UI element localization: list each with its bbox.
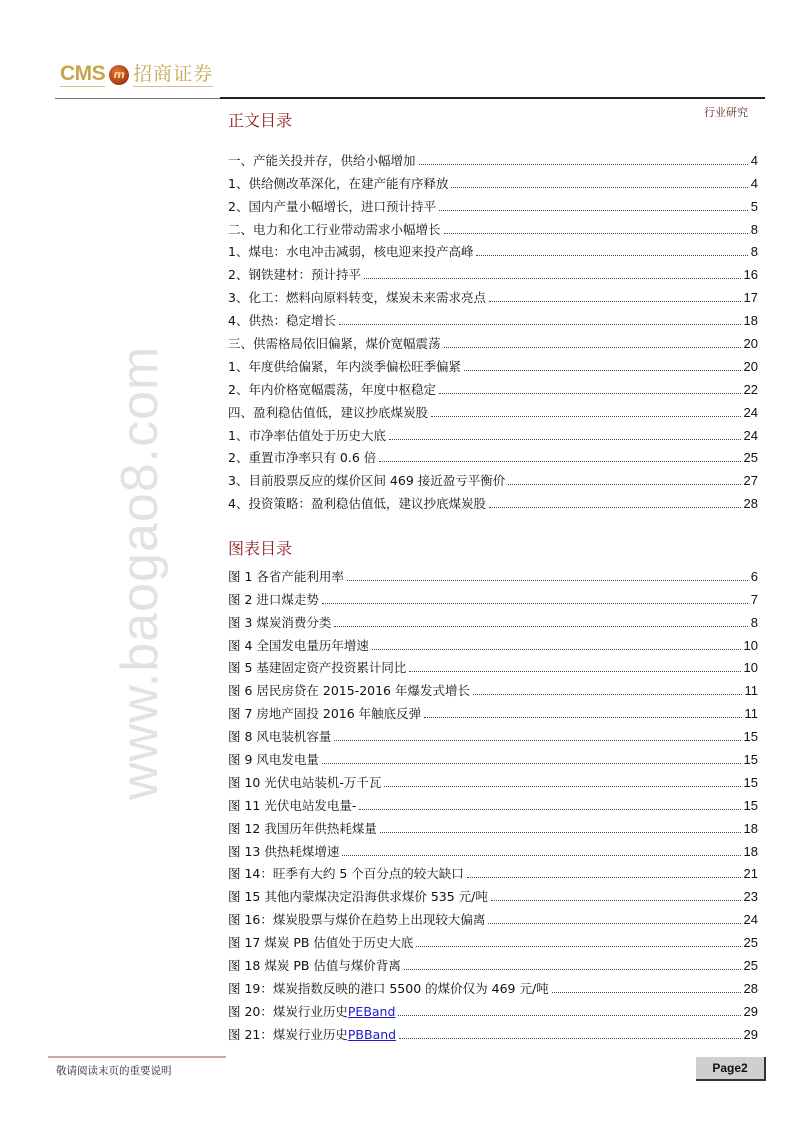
entry-label — [228, 496, 486, 511]
figures-title: 图表目录 — [228, 539, 293, 558]
entry-page-number: 24 — [743, 427, 758, 443]
toc-entry[interactable] — [228, 305, 758, 328]
dot-leader — [552, 992, 741, 993]
toc-entry[interactable] — [228, 351, 758, 374]
entry-page-number: 25 — [743, 450, 758, 466]
entry-text: 4、投资策略：盈利稳估值低，建议抄底煤炭股 — [228, 496, 486, 512]
entry-page-number: 4 — [750, 175, 758, 191]
logo-badge-icon: m — [109, 65, 129, 85]
entry-label — [228, 775, 381, 790]
entry-page-number: 28 — [743, 496, 758, 512]
entry-link[interactable]: PBBand — [347, 1026, 397, 1042]
toc-entry[interactable] — [228, 191, 758, 214]
dot-leader — [409, 671, 740, 672]
toc-entry[interactable] — [228, 420, 758, 443]
dot-leader — [380, 832, 741, 833]
table-of-contents — [228, 145, 758, 511]
entry-label — [228, 844, 339, 859]
entry-label — [228, 405, 428, 420]
entry-text: 图 3 煤炭消费分类 — [228, 614, 332, 630]
footer-disclaimer: 敬请阅读末页的重要说明 — [56, 1065, 172, 1077]
entry-page-number: 15 — [743, 774, 758, 790]
dot-leader — [473, 694, 742, 695]
entry-text: 2、国内产量小幅增长，进口预计持平 — [228, 198, 436, 214]
entry-label — [228, 428, 386, 443]
entry-text: 图 5 基建固定资产投资累计同比 — [228, 660, 407, 676]
entry-text: 图 11 光伏电站发电量- — [228, 797, 357, 813]
dot-leader — [444, 347, 741, 348]
entry-page-number: 20 — [743, 358, 758, 374]
dot-leader — [444, 233, 748, 234]
entry-page-number: 25 — [743, 958, 758, 974]
entry-page-number: 5 — [750, 198, 758, 214]
entry-label — [228, 660, 406, 675]
figure-entry[interactable] — [228, 950, 758, 973]
entry-text: 图 2 进口煤走势 — [228, 591, 319, 607]
entry-text: 图 21：煤炭行业历史 — [228, 1026, 348, 1042]
figure-entry[interactable] — [228, 859, 758, 882]
dot-leader — [491, 900, 741, 901]
toc-entry[interactable] — [228, 374, 758, 397]
cms-logo — [60, 62, 213, 87]
toc-entry[interactable] — [228, 488, 758, 511]
figure-entry[interactable] — [228, 698, 758, 721]
entry-label — [228, 638, 369, 653]
entry-text: 二、电力和化工行业带动需求小幅增长 — [228, 221, 441, 237]
entry-label — [228, 615, 331, 630]
dot-leader — [489, 507, 741, 508]
entry-page-number: 27 — [743, 473, 758, 489]
entry-page-number: 11 — [744, 706, 758, 722]
entry-label — [228, 1004, 395, 1019]
entry-label — [228, 359, 461, 374]
entry-label — [228, 912, 485, 927]
entry-link[interactable]: PEBand — [347, 1003, 396, 1019]
figure-entry[interactable] — [228, 767, 758, 790]
dot-leader — [342, 855, 740, 856]
entry-page-number: 29 — [743, 1003, 758, 1019]
dot-leader — [439, 393, 741, 394]
entry-text: 图 1 各省产能利用率 — [228, 568, 344, 584]
entry-label — [228, 244, 473, 259]
figure-entry[interactable] — [228, 813, 758, 836]
figure-entry[interactable] — [228, 630, 758, 653]
toc-entry[interactable] — [228, 443, 758, 466]
entry-text: 图 16：煤炭股票与煤价在趋势上出现较大偏离 — [228, 912, 486, 928]
toc-entry[interactable] — [228, 214, 758, 237]
dot-leader — [439, 210, 748, 211]
entry-label — [228, 706, 421, 721]
figure-entry[interactable] — [228, 721, 758, 744]
entry-page-number: 18 — [743, 843, 758, 859]
entry-text: 图 4 全国发电量历年增速 — [228, 637, 369, 653]
entry-text: 图 12 我国历年供热耗煤量 — [228, 820, 377, 836]
figure-entry[interactable] — [228, 744, 758, 767]
toc-entry[interactable] — [228, 282, 758, 305]
entry-label — [228, 1027, 396, 1042]
entry-page-number: 17 — [743, 290, 758, 306]
entry-text: 2、重置市净率只有 0.6 倍 — [228, 450, 377, 466]
dot-leader — [399, 1038, 740, 1039]
dot-leader — [389, 439, 741, 440]
entry-label — [228, 981, 549, 996]
entry-text: 图 10 光伏电站装机-万千瓦 — [228, 774, 382, 790]
logo-chinese: 招商证券 — [133, 63, 214, 85]
toc-entry[interactable] — [228, 237, 758, 260]
dot-leader — [364, 278, 741, 279]
figure-entry[interactable] — [228, 904, 758, 927]
page-number: Page2 — [696, 1057, 766, 1081]
toc-entry[interactable] — [228, 145, 758, 168]
figure-entry[interactable] — [228, 653, 758, 676]
entry-page-number: 15 — [743, 729, 758, 745]
dot-leader — [339, 324, 741, 325]
entry-label — [228, 821, 377, 836]
footer-divider — [48, 1056, 226, 1058]
entry-page-number: 4 — [750, 152, 758, 168]
entry-label — [228, 153, 416, 168]
entry-text: 图 8 风电装机容量 — [228, 729, 332, 745]
entry-page-number: 25 — [743, 935, 758, 951]
entry-page-number: 15 — [743, 752, 758, 768]
entry-label — [228, 450, 376, 465]
toc-entry[interactable] — [228, 168, 758, 191]
toc-entry[interactable] — [228, 259, 758, 282]
entry-page-number: 6 — [750, 568, 758, 584]
entry-text: 3、化工：燃料向原料转变，煤炭未来需求亮点 — [228, 290, 486, 306]
entry-text: 2、年内价格宽幅震荡，年度中枢稳定 — [228, 381, 436, 397]
entry-page-number: 18 — [743, 820, 758, 836]
entry-text: 4、供热：稳定增长 — [228, 313, 336, 329]
entry-page-number: 22 — [743, 381, 758, 397]
entry-label — [228, 473, 505, 488]
dot-leader — [451, 187, 747, 188]
toc-entry[interactable] — [228, 328, 758, 351]
logo-latin: CMS — [60, 62, 106, 85]
entry-label — [228, 592, 319, 607]
dot-leader — [489, 301, 741, 302]
entry-text: 1、市净率估值处于历史大底 — [228, 427, 386, 443]
entry-page-number: 24 — [743, 912, 758, 928]
entry-page-number: 29 — [743, 1026, 758, 1042]
dot-leader — [464, 370, 741, 371]
entry-label — [228, 683, 470, 698]
entry-label — [228, 729, 331, 744]
entry-text: 图 19：煤炭指数反映的港口 5500 的煤价仅为 469 元/吨 — [228, 980, 549, 996]
dot-leader — [476, 255, 747, 256]
dot-leader — [424, 717, 741, 718]
entry-text: 图 6 居民房贷在 2015-2016 年爆发式增长 — [228, 683, 470, 699]
figure-list — [228, 561, 758, 1042]
dot-leader — [334, 626, 747, 627]
toc-entry[interactable] — [228, 397, 758, 420]
figure-entry[interactable] — [228, 927, 758, 950]
dot-leader — [359, 809, 740, 810]
toc-entry[interactable] — [228, 465, 758, 488]
dot-leader — [404, 969, 741, 970]
entry-text: 图 14：旺季有大约 5 个百分点的较大缺口 — [228, 866, 464, 882]
figure-entry[interactable] — [228, 561, 758, 584]
figure-entry[interactable] — [228, 675, 758, 698]
entry-page-number: 20 — [743, 336, 758, 352]
dot-leader — [467, 877, 741, 878]
entry-label — [228, 313, 336, 328]
entry-text: 三、供需格局依旧偏紧，煤价宽幅震荡 — [228, 336, 441, 352]
entry-page-number: 16 — [743, 267, 758, 283]
entry-label — [228, 336, 441, 351]
report-category: 行业研究 — [704, 106, 748, 119]
toc-title: 正文目录 — [228, 111, 293, 130]
entry-label — [228, 798, 356, 813]
entry-text: 一、产能关投并存，供给小幅增加 — [228, 152, 416, 168]
entry-page-number: 10 — [743, 637, 758, 653]
figure-entry[interactable] — [228, 881, 758, 904]
entry-page-number: 23 — [743, 889, 758, 905]
entry-page-number: 21 — [743, 866, 758, 882]
entry-label — [228, 290, 486, 305]
entry-text: 图 7 房地产固投 2016 年触底反弹 — [228, 706, 422, 722]
dot-leader — [488, 923, 740, 924]
entry-text: 2、钢铁建材：预计持平 — [228, 267, 361, 283]
figure-entry[interactable] — [228, 1019, 758, 1042]
entry-page-number: 8 — [750, 614, 758, 630]
dot-leader — [508, 484, 740, 485]
entry-text: 3、目前股票反应的煤价区间 469 接近盈亏平衡价 — [228, 473, 506, 489]
entry-label — [228, 889, 488, 904]
dot-leader — [322, 603, 748, 604]
entry-text: 图 9 风电发电量 — [228, 752, 319, 768]
entry-text: 图 17 煤炭 PB 估值处于历史大底 — [228, 935, 414, 951]
entry-page-number: 8 — [750, 244, 758, 260]
entry-text: 1、年度供给偏紧，年内淡季偏松旺季偏紧 — [228, 358, 461, 374]
entry-text: 图 18 煤炭 PB 估值与煤价背离 — [228, 958, 401, 974]
entry-label — [228, 382, 436, 397]
entry-page-number: 11 — [744, 683, 758, 699]
entry-text: 图 15 其他内蒙煤决定沿海供求煤价 535 元/吨 — [228, 889, 488, 905]
dot-leader — [379, 461, 740, 462]
header-divider-bold — [220, 97, 765, 99]
entry-page-number: 8 — [750, 221, 758, 237]
figure-entry[interactable] — [228, 973, 758, 996]
entry-label — [228, 866, 464, 881]
entry-label — [228, 752, 319, 767]
dot-leader — [416, 946, 740, 947]
dot-leader — [334, 740, 740, 741]
entry-text: 图 13 供热耗煤增速 — [228, 843, 340, 859]
figure-entry[interactable] — [228, 607, 758, 630]
dot-leader — [398, 1015, 740, 1016]
entry-page-number: 10 — [743, 660, 758, 676]
entry-label — [228, 958, 401, 973]
figure-entry[interactable] — [228, 584, 758, 607]
dot-leader — [431, 416, 741, 417]
entry-page-number: 28 — [743, 980, 758, 996]
dot-leader — [347, 580, 748, 581]
dot-leader — [419, 164, 748, 165]
entry-label — [228, 935, 413, 950]
entry-label — [228, 176, 448, 191]
figure-entry[interactable] — [228, 996, 758, 1019]
figure-entry[interactable] — [228, 836, 758, 859]
dot-leader — [322, 763, 741, 764]
entry-text: 1、煤电：水电冲击减弱，核电迎来投产高峰 — [228, 244, 474, 260]
entry-page-number: 15 — [743, 797, 758, 813]
figure-entry[interactable] — [228, 790, 758, 813]
entry-text: 图 20：煤炭行业历史 — [228, 1003, 348, 1019]
entry-text: 1、供给侧改革深化，在建产能有序释放 — [228, 175, 449, 191]
entry-page-number: 18 — [743, 313, 758, 329]
dot-leader — [384, 786, 740, 787]
entry-page-number: 7 — [750, 591, 758, 607]
dot-leader — [372, 649, 741, 650]
entry-label — [228, 267, 361, 282]
entry-text: 四、盈利稳估值低，建议抄底煤炭股 — [228, 404, 429, 420]
entry-page-number: 24 — [743, 404, 758, 420]
entry-label — [228, 569, 344, 584]
entry-label — [228, 199, 436, 214]
entry-label — [228, 222, 441, 237]
watermark: www.baogao8.com — [111, 345, 169, 800]
